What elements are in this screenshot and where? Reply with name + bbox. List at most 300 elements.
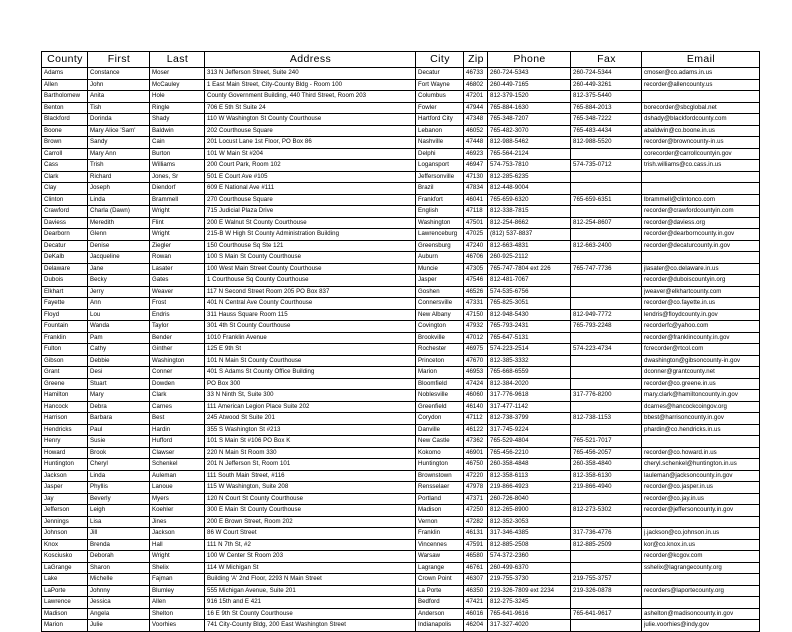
cell-first: Debbie [88,355,150,367]
cell-address: 270 Courthouse Square [205,194,416,206]
cell-county: Lawrence [42,597,88,609]
table-body [42,68,760,632]
cell-first: Jane [88,263,150,275]
cell-email [642,252,760,264]
cell-fax [571,367,642,379]
cell-address: 33 N Ninth St, Suite 300 [205,390,416,402]
cell-phone: 812-285-6235 [488,171,571,183]
table-row [42,206,760,218]
cell-email: recorder@decaturcounty.in.gov [642,240,760,252]
cell-address: 220 N Main St Room 330 [205,447,416,459]
cell-first: Constance [88,68,150,80]
cell-fax [571,171,642,183]
cell-last: Gates [150,275,205,287]
cell-email: recorderfc@yahoo.com [642,321,760,333]
cell-city: Danville [416,424,464,436]
cell-email: jweaver@elkhartcounty.com [642,286,760,298]
cell-email: mary.clark@hamiltoncounty.in.gov [642,390,760,402]
cell-email [642,597,760,609]
cell-county: Johnson [42,528,88,540]
cell-email: lbrammell@clintonco.com [642,194,760,206]
cell-first: Brenda [88,539,150,551]
column-header-county: County [42,52,88,68]
cell-first: Wanda [88,321,150,333]
cell-phone: 812-738-3799 [488,413,571,425]
cell-city: La Porte [416,585,464,597]
cell-fax: 219-326-0878 [571,585,642,597]
cell-email: lauleman@jacksoncounty.in.gov [642,470,760,482]
cell-city: Covington [416,321,464,333]
cell-phone: 765-647-5131 [488,332,571,344]
cell-last: Moser [150,68,205,80]
cell-address: 120 N Court St County Courthouse [205,493,416,505]
cell-zip: 47240 [464,240,488,252]
cell-phone: 765-641-9616 [488,608,571,620]
cell-address: 125 E 9th St [205,344,416,356]
cell-address: PO Box 300 [205,378,416,390]
cell-phone: 765-529-4804 [488,436,571,448]
cell-city: Columbus [416,91,464,103]
table-row [42,79,760,91]
cell-city: Rensselaer [416,482,464,494]
cell-county: Crawford [42,206,88,218]
cell-county: Kosciusko [42,551,88,563]
cell-county: Daviess [42,217,88,229]
cell-county: Allen [42,79,88,91]
cell-city: Vincennes [416,539,464,551]
cell-last: Ginther [150,344,205,356]
cell-address: 200 E Brown Street, Room 202 [205,516,416,528]
table-row [42,390,760,402]
cell-fax: 812-358-6130 [571,470,642,482]
cell-address: 200 Court Park, Room 102 [205,160,416,172]
cell-zip: 47118 [464,206,488,218]
table-row [42,505,760,517]
cell-phone: 260-449-7165 [488,79,571,91]
cell-fax [571,620,642,632]
table-row [42,424,760,436]
table-row [42,551,760,563]
cell-county: Fayette [42,298,88,310]
cell-last: Shady [150,114,205,126]
cell-fax: 765-884-2013 [571,102,642,114]
cell-last: Clawser [150,447,205,459]
cell-email: borecorder@sbcglobal.net [642,102,760,114]
cell-first: Linda [88,470,150,482]
cell-address: 1010 Franklin Avenue [205,332,416,344]
cell-county: Elkhart [42,286,88,298]
cell-fax: 765-456-2057 [571,447,642,459]
cell-address: 1 East Main Street, City-County Bldg - Room 100 [205,79,416,91]
cell-fax: 812-663-2400 [571,240,642,252]
cell-first: Lisa [88,516,150,528]
cell-city: Huntington [416,459,464,471]
cell-city: Jasper [416,275,464,287]
cell-county: Knox [42,539,88,551]
cell-address: 1 Courthouse Sq County Courthouse [205,275,416,287]
cell-county: Franklin [42,332,88,344]
cell-email: dwashington@gibsoncounty-in.gov [642,355,760,367]
cell-email: bbest@harrisoncounty.in.gov [642,413,760,425]
cell-county: Huntington [42,459,88,471]
cell-fax: 260-449-3261 [571,79,642,91]
cell-first: Barbara [88,413,150,425]
cell-last: Diendorf [150,183,205,195]
cell-city: Lagrange [416,562,464,574]
table-row [42,263,760,275]
cell-address: 100 West Main Street County Courthouse [205,263,416,275]
cell-last: Carnes [150,401,205,413]
cell-fax [571,298,642,310]
cell-email: recorder@duboiscountyin.org [642,275,760,287]
cell-fax [571,562,642,574]
cell-phone: 812-385-3332 [488,355,571,367]
cell-phone: 812-988-5462 [488,137,571,149]
cell-first: Cheryl [88,459,150,471]
cell-first: Jessica [88,597,150,609]
cell-fax: 317-776-8200 [571,390,642,402]
cell-first: Denise [88,240,150,252]
cell-county: Henry [42,436,88,448]
cell-address: 741 City-County Bldg, 200 East Washington Street [205,620,416,632]
cell-email: abaldwin@co.boone.in.us [642,125,760,137]
table-row [42,620,760,632]
cell-county: Clark [42,171,88,183]
cell-email: dcarnes@hancockcoingov.org [642,401,760,413]
recorder-directory-sheet [41,51,759,632]
cell-zip: 46122 [464,424,488,436]
cell-fax: 765-793-2248 [571,321,642,333]
cell-first: Susie [88,436,150,448]
cell-phone: 812-663-4831 [488,240,571,252]
cell-fax [571,252,642,264]
cell-phone: 812-352-3053 [488,516,571,528]
cell-address: 115 W Washington, Suite 208 [205,482,416,494]
cell-county: Bartholomew [42,91,88,103]
cell-phone: 765-659-6320 [488,194,571,206]
cell-county: Jay [42,493,88,505]
cell-zip: 46526 [464,286,488,298]
cell-last: Shelix [150,562,205,574]
cell-first: Joseph [88,183,150,195]
cell-address: 100 S Main St County Courthouse [205,252,416,264]
cell-phone: 812-265-8900 [488,505,571,517]
cell-last: Dowden [150,378,205,390]
cell-city: English [416,206,464,218]
cell-last: Conner [150,367,205,379]
cell-address: 215-B W High St County Administration Building [205,229,416,241]
cell-address: 245 Atwood St Suite 201 [205,413,416,425]
table-row [42,114,760,126]
cell-city: Washington [416,217,464,229]
table-row [42,321,760,333]
cell-last: Hall [150,539,205,551]
cell-first: John [88,79,150,91]
cell-last: Wright [150,551,205,563]
cell-phone: 812-358-6113 [488,470,571,482]
cell-last: Auleman [150,470,205,482]
cell-city: Rochester [416,344,464,356]
cell-fax: 219-755-3757 [571,574,642,586]
cell-first: Beverly [88,493,150,505]
cell-fax: 765-521-7017 [571,436,642,448]
cell-zip: 46975 [464,344,488,356]
cell-address: 501 E Court Ave #105 [205,171,416,183]
column-header-fax: Fax [571,52,642,68]
table-header [42,52,760,68]
cell-zip: 46580 [464,551,488,563]
cell-zip: 47130 [464,171,488,183]
cell-address: 110 W Washington St County Courthouse [205,114,416,126]
cell-zip: 46733 [464,68,488,80]
cell-first: Trish [88,160,150,172]
cell-email: recorder@jeffersoncounty.in.gov [642,505,760,517]
cell-county: Jackson [42,470,88,482]
table-row [42,436,760,448]
cell-last: Best [150,413,205,425]
cell-first: Ann [88,298,150,310]
cell-email: recorder@dearborncounty.in.gov [642,229,760,241]
cell-email: recorder@co.howard.in.us [642,447,760,459]
cell-first: Brook [88,447,150,459]
table-row [42,148,760,160]
cell-city: Fowler [416,102,464,114]
cell-address: 609 E National Ave #111 [205,183,416,195]
cell-first: Dorinda [88,114,150,126]
cell-fax [571,229,642,241]
cell-city: Franklin [416,528,464,540]
table-row [42,240,760,252]
cell-last: Jones, Sr [150,171,205,183]
cell-first: Michelle [88,574,150,586]
cell-county: Dubois [42,275,88,287]
cell-zip: 47834 [464,183,488,195]
cell-email: julie.voorhies@indy.gov [642,620,760,632]
table-row [42,298,760,310]
cell-city: Delphi [416,148,464,160]
cell-first: Mary Alice 'Sam' [88,125,150,137]
table-row [42,413,760,425]
cell-phone: 260-358-4848 [488,459,571,471]
cell-first: Glenn [88,229,150,241]
cell-address: 16 E 9th St County Courthouse [205,608,416,620]
cell-address: County Government Building, 440 Third Street, Room 203 [205,91,416,103]
cell-last: Clark [150,390,205,402]
cell-zip: 46923 [464,148,488,160]
cell-email: recorder@co.greene.in.us [642,378,760,390]
cell-county: Grant [42,367,88,379]
cell-first: Phyllis [88,482,150,494]
cell-phone: 317-745-9224 [488,424,571,436]
cell-address: 117 N Second Street Room 205 PO Box 837 [205,286,416,298]
cell-email: recorder@allencounty.us [642,79,760,91]
cell-fax: 812-375-5440 [571,91,642,103]
cell-zip: 46947 [464,160,488,172]
cell-zip: 46140 [464,401,488,413]
cell-phone: 765-482-3070 [488,125,571,137]
cell-phone: 219-326-7809 ext 2234 [488,585,571,597]
table-row [42,608,760,620]
table-row [42,309,760,321]
cell-fax: 317-736-4776 [571,528,642,540]
cell-first: Sharon [88,562,150,574]
cell-email: lendris@floydcounty.in.gov [642,309,760,321]
cell-address: 101 N Main St County Courthouse [205,355,416,367]
cell-county: Fountain [42,321,88,333]
cell-phone: 765-747-7804 ext 226 [488,263,571,275]
cell-fax [571,424,642,436]
cell-zip: 47546 [464,275,488,287]
cell-address: 301 4th St County Courthouse [205,321,416,333]
cell-fax: 219-866-4940 [571,482,642,494]
cell-address: 313 N Jefferson Street, Suite 240 [205,68,416,80]
cell-county: Howard [42,447,88,459]
table-row [42,539,760,551]
table-row [42,470,760,482]
cell-address: 401 S Adams St County Office Building [205,367,416,379]
cell-address: 201 N Jefferson St, Room 101 [205,459,416,471]
cell-email [642,574,760,586]
cell-phone: 574-372-2360 [488,551,571,563]
cell-city: Muncie [416,263,464,275]
table-row [42,102,760,114]
cell-fax [571,551,642,563]
table-row [42,91,760,103]
cell-city: Frankfort [416,194,464,206]
cell-city: Corydon [416,413,464,425]
cell-phone: 260-726-8040 [488,493,571,505]
table-row [42,447,760,459]
cell-city: Kokomo [416,447,464,459]
table-row [42,332,760,344]
cell-address: 355 S Washington St #213 [205,424,416,436]
cell-fax [571,597,642,609]
cell-zip: 47201 [464,91,488,103]
cell-phone: 260-499-6370 [488,562,571,574]
cell-address: 311 Hauss Square Room 115 [205,309,416,321]
cell-email: cheryl.schenkel@huntington.in.us [642,459,760,471]
cell-email: recorder@co.jay.in.us [642,493,760,505]
cell-county: Benton [42,102,88,114]
cell-phone: 219-866-4923 [488,482,571,494]
cell-fax [571,516,642,528]
cell-email: ashelton@madisoncounty.in.gov [642,608,760,620]
cell-phone: 812-481-7067 [488,275,571,287]
recorder-directory-table [41,51,760,632]
table-row [42,585,760,597]
cell-fax [571,493,642,505]
cell-city: Indianapolis [416,620,464,632]
cell-fax: 812-273-5302 [571,505,642,517]
cell-phone: 812-379-1520 [488,91,571,103]
cell-address: 200 E Walnut St County Courthouse [205,217,416,229]
cell-first: Sandy [88,137,150,149]
cell-county: Floyd [42,309,88,321]
cell-phone: 812-948-5430 [488,309,571,321]
cell-county: Hendricks [42,424,88,436]
cell-last: Endris [150,309,205,321]
cell-county: Lake [42,574,88,586]
cell-county: Hamilton [42,390,88,402]
cell-first: Meredith [88,217,150,229]
cell-last: Weaver [150,286,205,298]
cell-city: Logansport [416,160,464,172]
cell-city: Greenfield [416,401,464,413]
cell-email: sshelix@lagrangecounty.org [642,562,760,574]
cell-phone: 765-564-2124 [488,148,571,160]
cell-county: Delaware [42,263,88,275]
cell-phone: 812-338-7815 [488,206,571,218]
cell-fax: 574-223-4734 [571,344,642,356]
cell-city: Lebanon [416,125,464,137]
cell-address: 202 Courthouse Square [205,125,416,137]
column-header-email: Email [642,52,760,68]
table-row [42,367,760,379]
cell-last: Shelton [150,608,205,620]
cell-address: 101 S Main St #106 PO Box K [205,436,416,448]
cell-phone: 765-668-6559 [488,367,571,379]
cell-city: Warsaw [416,551,464,563]
cell-address: 114 W Michigan St [205,562,416,574]
cell-email: j.jackson@co.johnson.in.us [642,528,760,540]
cell-phone: 317-477-1142 [488,401,571,413]
cell-fax: 812-988-5520 [571,137,642,149]
cell-phone: 765-825-3051 [488,298,571,310]
cell-first: Mary Ann [88,148,150,160]
cell-city: Greensburg [416,240,464,252]
cell-last: Ringle [150,102,205,114]
cell-city: New Castle [416,436,464,448]
cell-fax: 765-483-4434 [571,125,642,137]
cell-fax: 765-348-7222 [571,114,642,126]
cell-fax [571,355,642,367]
cell-zip: 46350 [464,585,488,597]
cell-last: Hole [150,91,205,103]
table-row [42,574,760,586]
cell-zip: 47282 [464,516,488,528]
cell-email: trish.williams@co.cass.in.us [642,160,760,172]
table-row [42,160,760,172]
cell-zip: 47220 [464,470,488,482]
cell-email [642,171,760,183]
cell-zip: 47670 [464,355,488,367]
cell-phone: 574-223-2514 [488,344,571,356]
cell-email: dshady@blackfordcounty.com [642,114,760,126]
cell-phone: 765-348-7207 [488,114,571,126]
cell-phone: 317-327-4020 [488,620,571,632]
cell-city: Bedford [416,597,464,609]
cell-first: Lou [88,309,150,321]
cell-county: Decatur [42,240,88,252]
cell-fax [571,401,642,413]
column-header-address: Address [205,52,416,68]
cell-email: cmoser@co.adams.in.us [642,68,760,80]
cell-zip: 47501 [464,217,488,229]
cell-zip: 46901 [464,447,488,459]
cell-city: Brazil [416,183,464,195]
cell-zip: 47305 [464,263,488,275]
cell-last: Voorhies [150,620,205,632]
cell-fax: 812-949-7772 [571,309,642,321]
cell-county: Cass [42,160,88,172]
cell-email [642,183,760,195]
cell-zip: 47025 [464,229,488,241]
cell-last: Washington [150,355,205,367]
cell-first: Julie [88,620,150,632]
cell-zip: 47944 [464,102,488,114]
column-header-last: Last [150,52,205,68]
cell-fax: 812-254-8607 [571,217,642,229]
